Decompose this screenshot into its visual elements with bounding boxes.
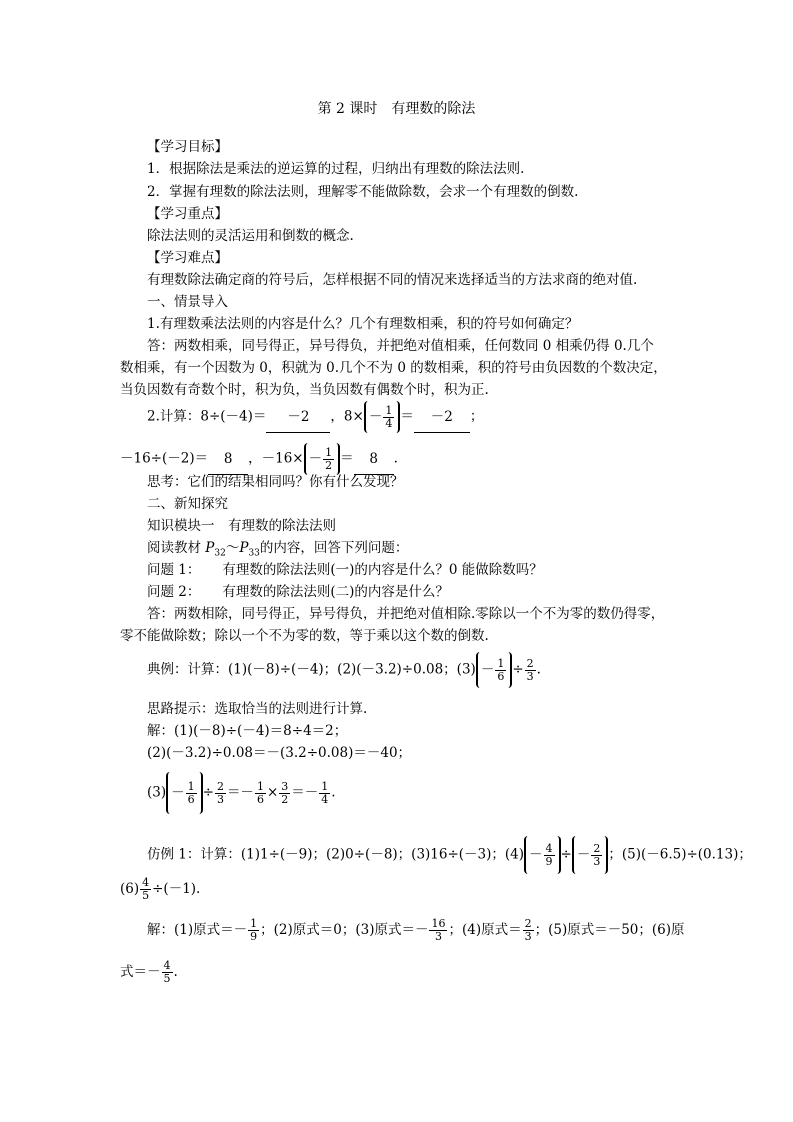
read-instruction: 阅读教材 $P_{32}\sim P_{33}$的内容，回答下列问题： <box>147 540 409 559</box>
rule-answer-line1: 答：两数相除，同号得正，异号得负，并把绝对值相除.零除以一个不为零的数仍得零， <box>147 606 665 622</box>
bracket-fraction: － $\frac{2}{3}$ <box>572 836 609 874</box>
answer-blank: －2 <box>266 402 330 433</box>
difficulties-heading: 【学习难点】 <box>147 250 228 266</box>
example-solution-1: 解：(1)(－8)÷(－4)＝8÷4＝2； <box>147 723 348 739</box>
example-solution-2: (2)(－3.2)÷0.08＝－(3.2÷0.08)＝－40； <box>147 745 412 761</box>
intro-heading: 一、情景导入 <box>147 294 228 310</box>
page-title: 第 2 课时 有理数的除法 <box>317 101 476 117</box>
answer-blank: 8 <box>208 444 248 475</box>
goal-item-2: 2．掌握有理数的除法法则，理解零不能做除数，会求一个有理数的倒数. <box>147 184 579 200</box>
intro-question-1: 1.有理数乘法法则的内容是什么？几个有理数相乘，积的符号如何确定？ <box>147 316 579 332</box>
answer-blank: －2 <box>414 402 470 433</box>
practice-solution-cont: 式＝－ $\frac{4}{5}$ . <box>120 959 178 985</box>
bracket-fraction: － $\frac{4}{9}$ <box>524 836 561 874</box>
rule-answer-line2: 零不能做除数；除以一个不为零的数，等于乘以这个数的倒数. <box>120 628 489 644</box>
answer-blank: 8 <box>354 444 394 475</box>
practice-problem-cont: (6) $\frac{4}{5}$ ÷(－1). <box>120 876 201 902</box>
calc-line-2: －16÷(－2)＝ 8 ，－16× － $\frac{1}{2}$ ＝ 8 . <box>120 443 398 475</box>
goal-item-1: 1．根据除法是乘法的逆运算的过程，归纳出有理数的除法法则. <box>147 161 525 177</box>
intro-answer-line3: 当负因数有奇数个时，积为负，当负因数有偶数个时，积为正. <box>120 382 489 398</box>
bracket-fraction: － $\frac{1}{4}$ <box>364 401 401 433</box>
difficulties-text: 有理数除法确定商的符号后，怎样根据不同的情况来选择适当的方法求商的绝对值. <box>147 272 638 288</box>
keypoints-heading: 【学习重点】 <box>147 206 228 222</box>
keypoints-text: 除法法则的灵活运用和倒数的概念. <box>147 228 354 244</box>
bracket-fraction: － $\frac{1}{6}$ <box>166 772 203 814</box>
calc-line-1: 2.计算：8÷(－4)＝ －2 ，8× － $\frac{1}{4}$ ＝ －2 ； <box>147 401 483 433</box>
example-problem: 典例：计算：(1)(－8)÷(－4)；(2)(－3.2)÷0.08；(3) － $\frac{1}{6}$ ÷ $\frac{2}{3}$ . <box>147 652 541 688</box>
intro-answer-line1: 答：两数相乘，同号得正，异号得负，并把绝对值相乘，任何数同 0 相乘仍得 0.几个 <box>147 338 654 354</box>
practice-problem: 仿例 1：计算：(1)1÷(－9)；(2)0÷(－8)；(3)16÷(－3)；(4) － $\frac{4}{9}$ ÷ － $\frac{2}{3}$ ；(5)(－6.5)÷(0.13)； <box>147 836 752 874</box>
module-title: 知识模块一 有理数的除法法则 <box>147 518 336 534</box>
goals-heading: 【学习目标】 <box>147 139 228 155</box>
bracket-fraction: － $\frac{1}{2}$ <box>304 443 341 475</box>
practice-solution: 解：(1)原式＝－ $\frac{1}{9}$ ；(2)原式＝0；(3)原式＝－ $\frac{16}{3}$ ；(4)原式＝ $\frac{2}{3}$ ；(5)原式＝－50；(6)原 <box>147 917 685 943</box>
question-1: 问题 1： 有理数的除法法则(一)的内容是什么？0 能做除数吗？ <box>147 562 543 578</box>
explore-heading: 二、新知探究 <box>147 496 228 512</box>
example-solution-3: (3) － $\frac{1}{6}$ ÷ $\frac{2}{3}$ ＝－ $\frac{1}{6}$ × $\frac{3}{2}$ ＝－ $\frac{1}{4}$ . <box>147 772 336 814</box>
example-hint: 思路提示：选取恰当的法则进行计算. <box>147 701 368 717</box>
question-2: 问题 2： 有理数的除法法则(二)的内容是什么？ <box>147 584 449 600</box>
bracket-fraction: － $\frac{1}{6}$ <box>476 652 513 688</box>
intro-answer-line2: 数相乘，有一个因数为 0，积就为 0.几个不为 0 的数相乘，积的符号由负因数的个数决定， <box>120 360 667 376</box>
think-text: 思考：它们的结果相同吗？你有什么发现？ <box>147 474 404 490</box>
